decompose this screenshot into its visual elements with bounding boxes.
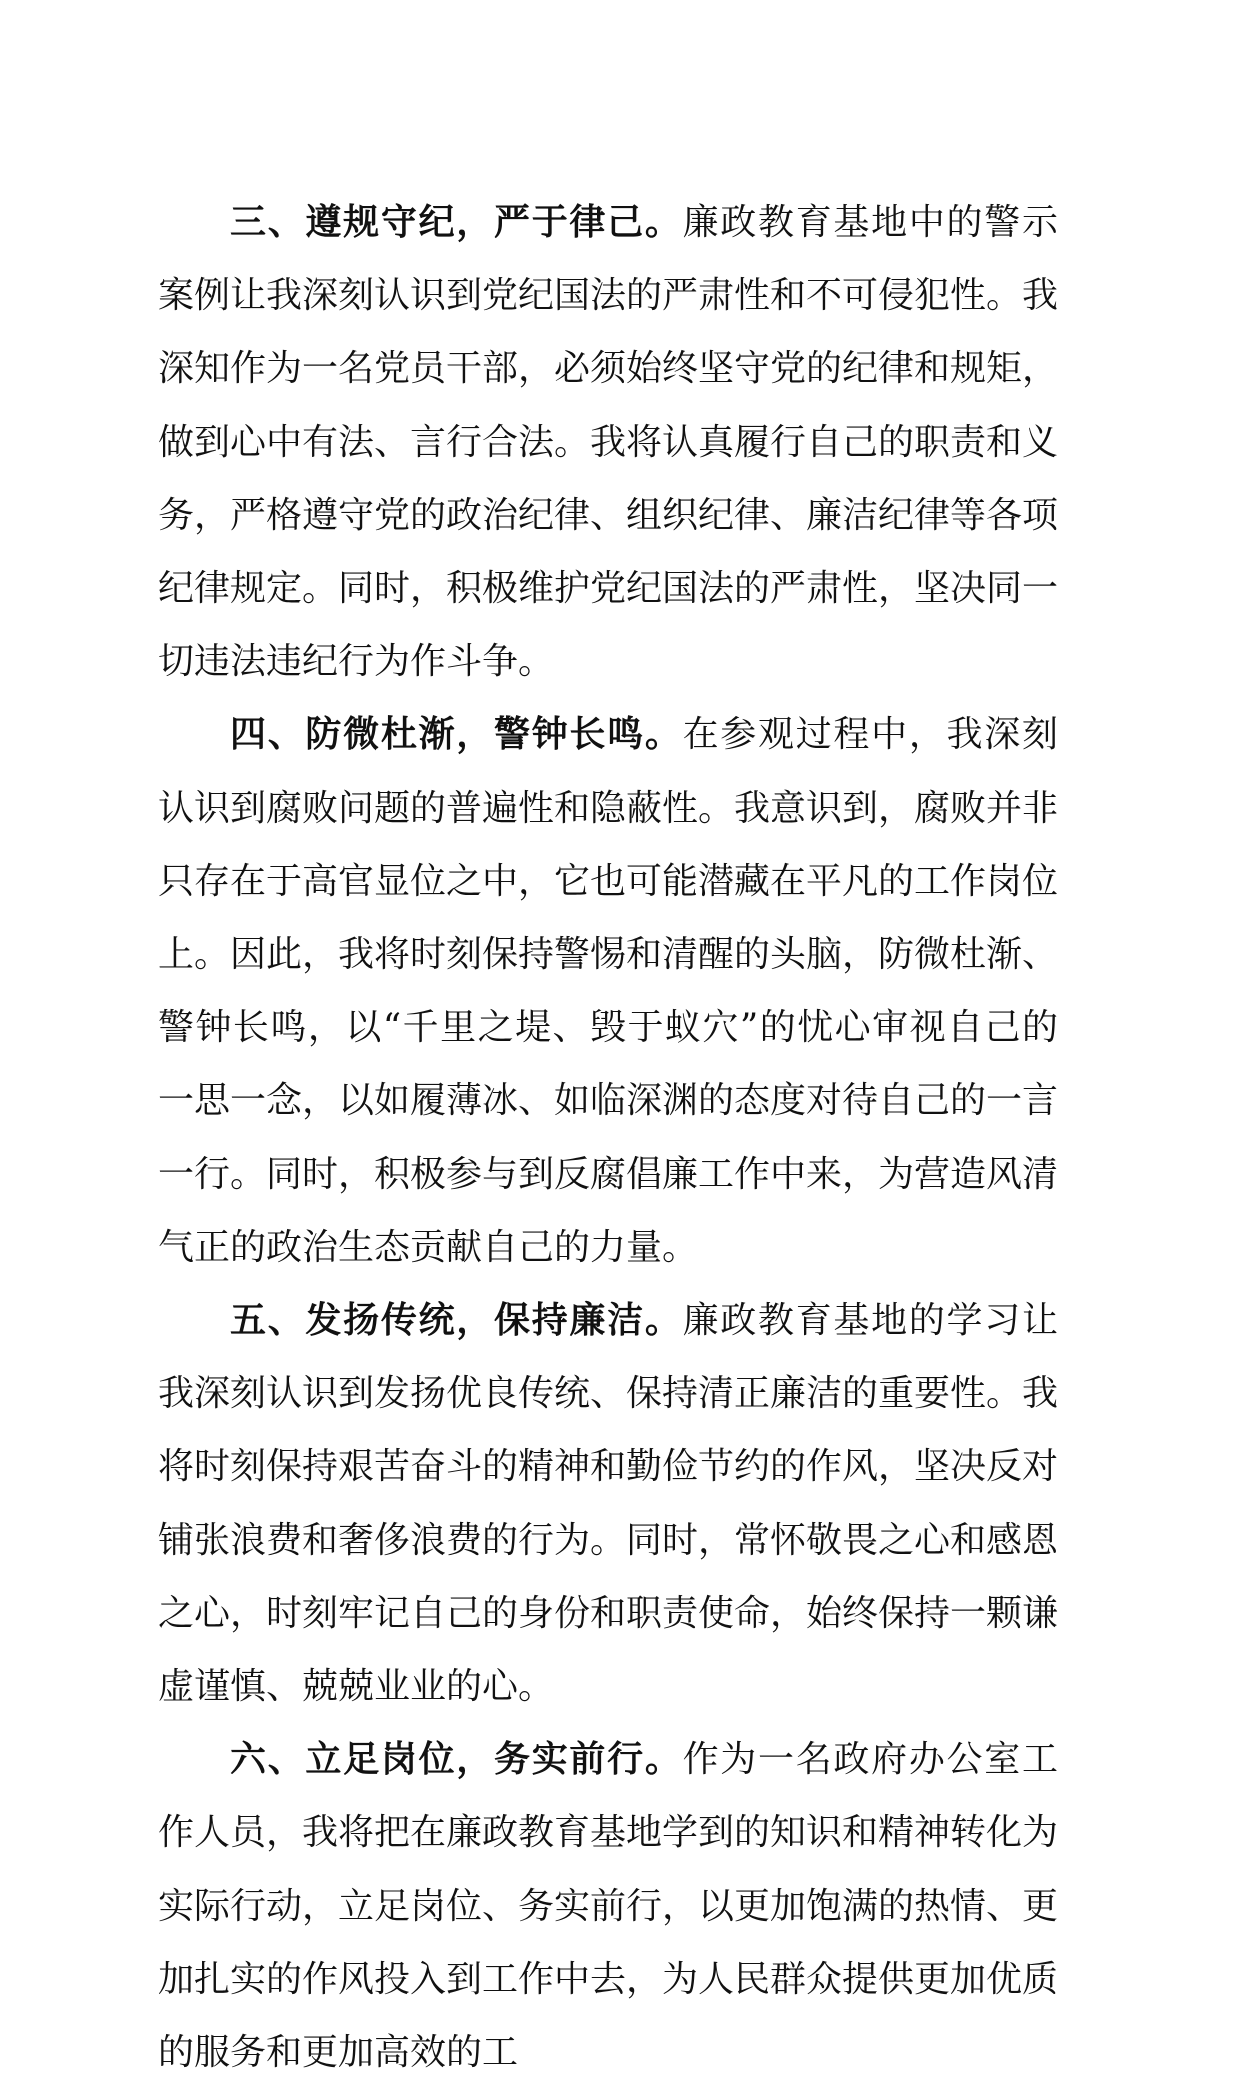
paragraph-tradition bbox=[158, 1284, 1058, 1723]
paragraph-vigilance bbox=[158, 698, 1058, 1284]
paragraph-text: 作为一名政府办公室工作人员，我将把在廉政教育基地学到的知识和精神转化为实际行动，立足岗位、务实前行，以更加饱满的热情、更加扎实的作风投入到工作中去，为人民群众提供更加优质的服务和更加高效的工 bbox=[158, 1739, 1059, 2074]
paragraph-text: 廉政教育基地的学习让我深刻认识到发扬优良传统、保持清正廉洁的重要性。我将时刻保持艰苦奋斗的精神和勤俭节约的作风，坚决反对铺张浪费和奢侈浪费的行为。同时，常怀敬畏之心和感恩之心，时刻牢记自己的身份和职责使命，始终保持一颗谦虚谨慎、兢兢业业的心。 bbox=[158, 1300, 1059, 1708]
paragraph-heading: 六、立足岗位，务实前行。 bbox=[230, 1739, 683, 1781]
paragraph-heading: 三、遵规守纪，严于律己。 bbox=[230, 202, 683, 243]
paragraph-discipline bbox=[158, 186, 1058, 698]
paragraph-text: 廉政教育基地中的警示案例让我深刻认识到党纪国法的严肃性和不可侵犯性。我深知作为一名党员干部，必须始终坚守党的纪律和规矩，做到心中有法、言行合法。我将认真履行自己的职责和义务，严格遵守党的政治纪律、组织纪律、廉洁纪律等各项纪律规定。同时，积极维护党纪国法的严肃性，坚决同一切违法违纪行为作斗争。 bbox=[158, 202, 1059, 683]
paragraph-heading: 四、防微杜渐，警钟长鸣。 bbox=[230, 714, 683, 756]
paragraph-text: 在参观过程中，我深刻认识到腐败问题的普遍性和隐蔽性。我意识到，腐败并非只存在于高官显位之中，它也可能潜藏在平凡的工作岗位上。因此，我将时刻保持警惕和清醒的头脑，防微杜渐、警钟长鸣，以“千里之堤、毁于蚁穴”的忧心审视自己的一思一念，以如履薄冰、如临深渊的态度对待自己的一言一行。同时，积极参与到反腐倡廉工作中来，为营造风清气正的政治生态贡献自己的力量。 bbox=[158, 714, 1059, 1268]
paragraph-post bbox=[158, 1723, 1058, 2089]
paragraph-heading: 五、发扬传统，保持廉洁。 bbox=[230, 1300, 683, 1342]
document-body bbox=[158, 186, 1058, 2089]
